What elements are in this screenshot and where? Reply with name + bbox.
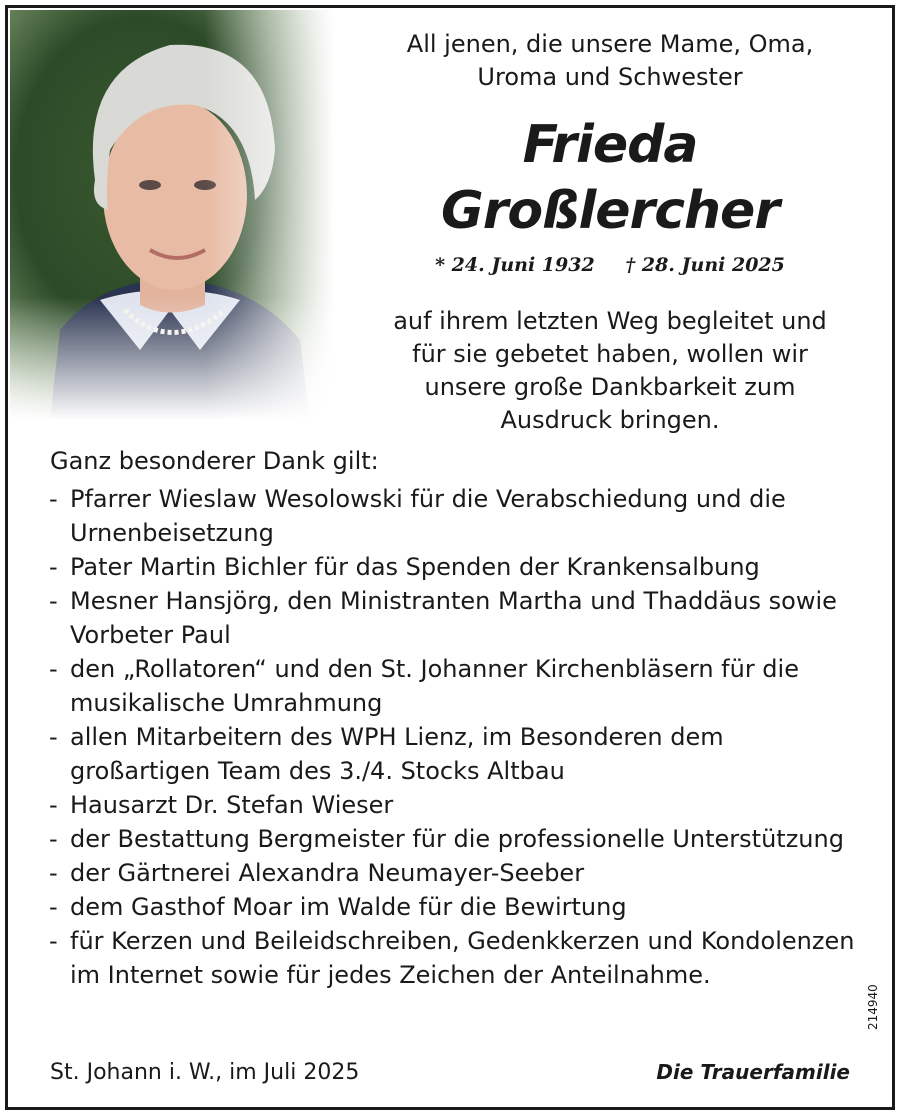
list-item: - Pfarrer Wieslaw Wesolowski für die Verabschiedung und die Urnenbeisetzung	[45, 482, 865, 550]
list-item: - für Kerzen und Beileidschreiben, Gedenkkerzen und Kondolenzen im Internet sowie für jedes Zeichen der Anteilnahme.	[45, 924, 865, 992]
list-item: - der Bestattung Bergmeister für die professionelle Unterstützung	[45, 822, 865, 856]
place-date: St. Johann i. W., im Juli 2025	[50, 1060, 360, 1085]
list-item: - den „Rollatoren“ und den St. Johanner Kirchenbläsern für die musikalische Umrahmung	[45, 652, 865, 720]
portrait-photo	[10, 10, 335, 420]
life-dates	[385, 254, 835, 276]
list-item: - der Gärtnerei Alexandra Neumayer-Seeber	[45, 856, 865, 890]
list-item: - Hausarzt Dr. Stefan Wieser	[45, 788, 865, 822]
signature: Die Trauerfamilie	[656, 1060, 850, 1084]
special-thanks-heading: Ganz besonderer Dank gilt:	[50, 447, 379, 475]
reference-number: 214940	[866, 984, 880, 1030]
list-item: - dem Gasthof Moar im Walde für die Bewirtung	[45, 890, 865, 924]
list-item: - Pater Martin Bichler für das Spenden der Krankensalbung	[45, 550, 865, 584]
intro-text: All jenen, die unsere Mame, Oma, Uroma und Schwester	[406, 30, 814, 91]
last-name: Großlercher	[441, 181, 779, 241]
list-item: - allen Mitarbeitern des WPH Lienz, im Besonderen dem großartigen Team des 3./4. Stocks Altbau	[45, 720, 865, 788]
death-date: † 28. Juni 2025	[625, 254, 785, 276]
deceased-name	[385, 112, 835, 244]
birth-date: * 24. Juni 1932	[435, 254, 595, 276]
first-name: Frieda	[522, 115, 698, 175]
list-item: - Mesner Hansjörg, den Ministranten Martha und Thaddäus sowie Vorbeter Paul	[45, 584, 865, 652]
photo-fade-overlay	[10, 10, 335, 420]
thanks-list	[45, 482, 865, 992]
thanks-text: auf ihrem letzten Weg begleitet und für sie gebetet haben, wollen wir unsere große Dankbarkeit zum Ausdruck bringen.	[393, 307, 827, 434]
